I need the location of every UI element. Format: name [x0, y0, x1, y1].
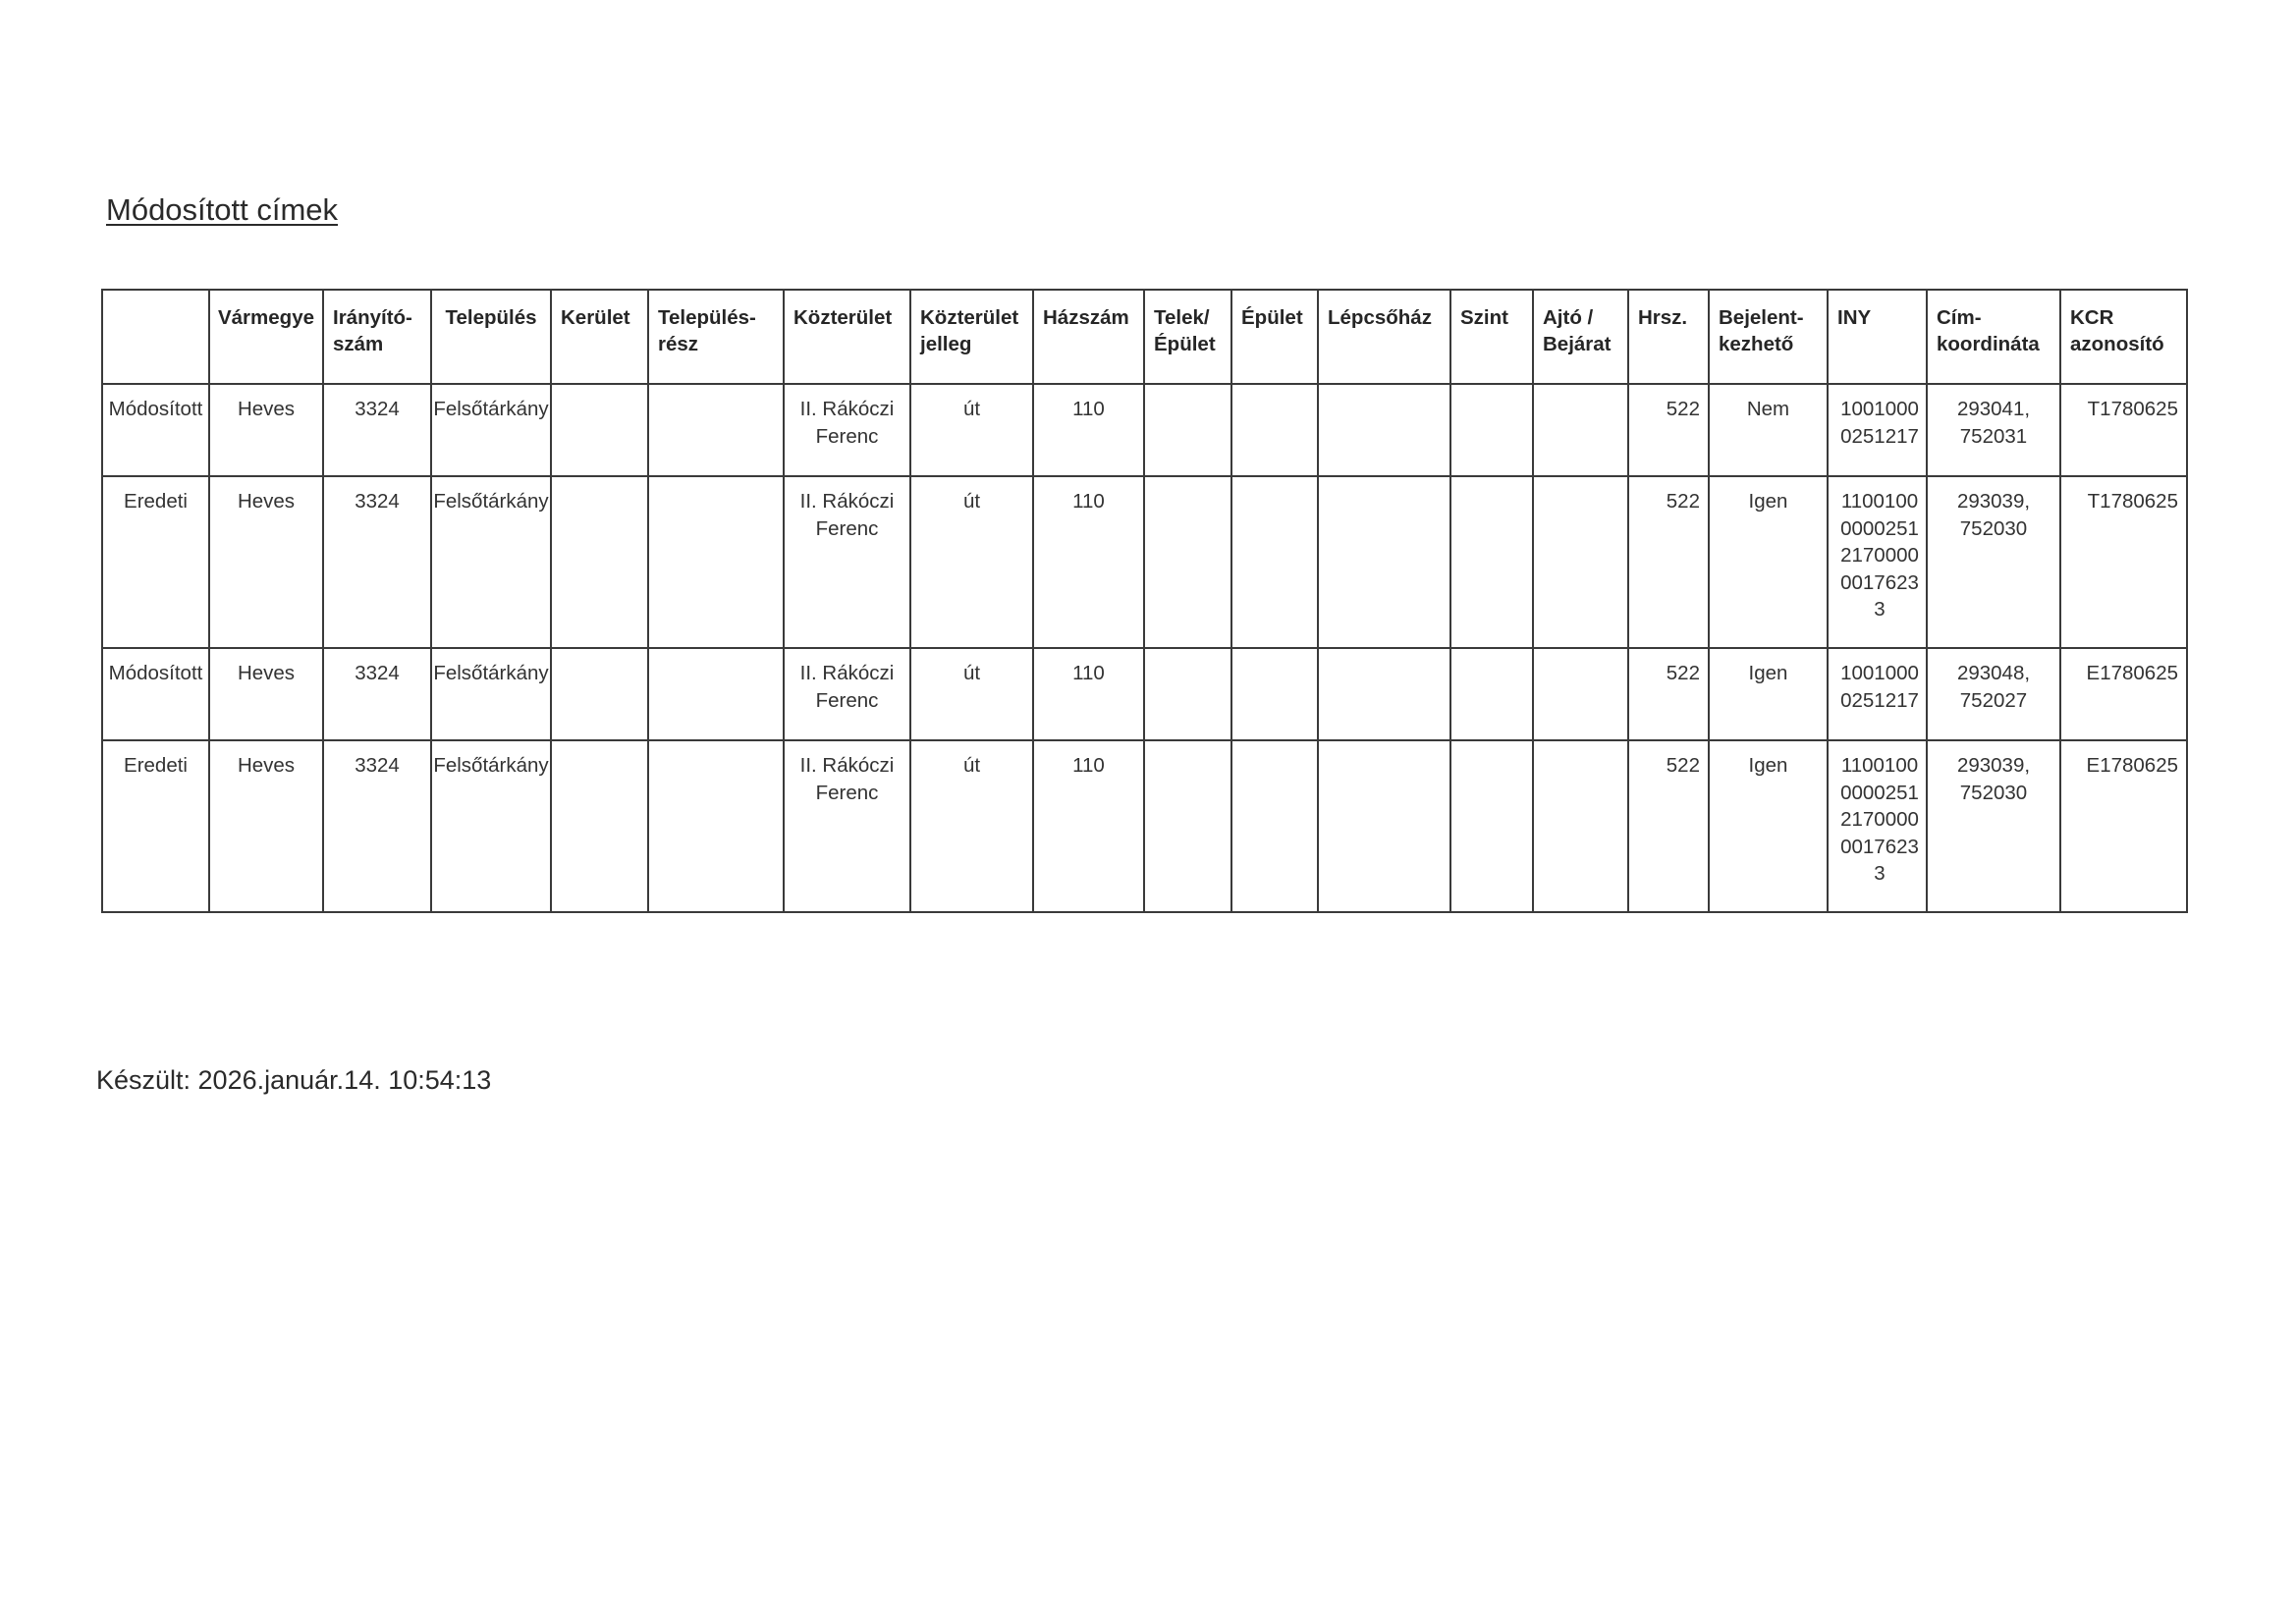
cell-bejelentkezheto: Igen: [1709, 476, 1828, 648]
header-cell: [2060, 290, 2187, 384]
table-row: [102, 740, 2187, 912]
cell-iny-line: 1100100: [1840, 754, 1919, 777]
table-body: [102, 384, 2187, 912]
cell-iranyitoszam: 3324: [323, 648, 431, 740]
cell-tipus: Módosított: [102, 384, 209, 476]
header-line: Épület: [1154, 333, 1216, 355]
table-row: [102, 476, 2187, 648]
cell-hrsz: 522: [1628, 648, 1709, 740]
header-cell: Lépcsőház: [1318, 290, 1450, 384]
cell-telepulesresz: [648, 476, 784, 648]
cell-szint: [1450, 648, 1533, 740]
cell-epulet: [1231, 476, 1318, 648]
header-cell: [102, 290, 209, 384]
header-line: Bejelent-: [1719, 306, 1804, 329]
cell-kcr: T1780625: [2060, 384, 2187, 476]
cell-telek: [1144, 740, 1231, 912]
cell-hrsz: 522: [1628, 384, 1709, 476]
header-cell: Hrsz.: [1628, 290, 1709, 384]
cell-telek: [1144, 384, 1231, 476]
header-line: Közterület: [920, 306, 1019, 329]
header-line: Telek/: [1154, 306, 1210, 329]
cell-tipus: Eredeti: [102, 740, 209, 912]
cell-koordinata-line: 752027: [1959, 688, 2028, 712]
cell-telepulesresz: [648, 648, 784, 740]
header-cell: [910, 290, 1033, 384]
table-row: [102, 648, 2187, 740]
header-cell: Épület: [1231, 290, 1318, 384]
cell-varmegye: Heves: [209, 740, 323, 912]
header-cell: [1927, 290, 2060, 384]
cell-koordinata-line: 293039,: [1956, 490, 2031, 513]
cell-koordinata-line: 752031: [1959, 424, 2028, 448]
cell-kozterulet: II. Rákóczi Ferenc: [784, 740, 910, 912]
cell-iny-line: 0000251: [1840, 516, 1919, 540]
cell-koordinata-line: 752030: [1959, 781, 2028, 804]
cell-telepulesresz: [648, 384, 784, 476]
header-cell: Kerület: [551, 290, 648, 384]
cell-iny-line: 0251217: [1840, 688, 1919, 712]
cell-iny-line: 1100100: [1840, 490, 1919, 513]
cell-lepcsohaz: [1318, 384, 1450, 476]
cell-iny-line: 2170000: [1840, 808, 1919, 831]
cell-bejelentkezheto: Igen: [1709, 740, 1828, 912]
cell-koordinata: [1927, 648, 2060, 740]
cell-kozterulet: II. Rákóczi Ferenc: [784, 476, 910, 648]
cell-iranyitoszam: 3324: [323, 476, 431, 648]
header-line: azonosító: [2070, 333, 2164, 355]
header-line: Település-: [658, 306, 756, 329]
cell-varmegye: Heves: [209, 476, 323, 648]
cell-hrsz: 522: [1628, 740, 1709, 912]
header-line: KCR: [2070, 306, 2114, 329]
cell-telek: [1144, 476, 1231, 648]
header-cell: Vármegye: [209, 290, 323, 384]
cell-bejelentkezheto: Nem: [1709, 384, 1828, 476]
cell-kerulet: [551, 648, 648, 740]
cell-telepules: Felsőtárkány: [431, 384, 551, 476]
header-cell: [1533, 290, 1628, 384]
header-line: szám: [333, 333, 384, 355]
cell-kcr: T1780625: [2060, 476, 2187, 648]
cell-telepules: Felsőtárkány: [431, 648, 551, 740]
cell-lepcsohaz: [1318, 648, 1450, 740]
header-line: rész: [658, 333, 699, 355]
cell-lepcsohaz: [1318, 476, 1450, 648]
header-line: jelleg: [920, 333, 972, 355]
cell-jelleg: út: [910, 476, 1033, 648]
cell-hrsz: 522: [1628, 476, 1709, 648]
cell-varmegye: Heves: [209, 384, 323, 476]
cell-iny-line: 3: [1874, 598, 1886, 621]
cell-kerulet: [551, 384, 648, 476]
cell-lepcsohaz: [1318, 740, 1450, 912]
cell-iny-line: 0000251: [1840, 781, 1919, 804]
cell-ajto: [1533, 476, 1628, 648]
cell-epulet: [1231, 740, 1318, 912]
cell-kcr: E1780625: [2060, 648, 2187, 740]
cell-telepules: Felsőtárkány: [431, 740, 551, 912]
cell-kerulet: [551, 476, 648, 648]
cell-szint: [1450, 384, 1533, 476]
cell-iny: [1828, 740, 1927, 912]
cell-szint: [1450, 740, 1533, 912]
cell-iny-line: 1001000: [1840, 398, 1919, 420]
cell-koordinata-line: 293039,: [1956, 754, 2031, 777]
document-title: Módosított címek: [106, 192, 339, 227]
cell-iny: [1828, 648, 1927, 740]
cell-bejelentkezheto: Igen: [1709, 648, 1828, 740]
cell-iny-line: 0017623: [1840, 570, 1919, 594]
cell-iny-line: 0017623: [1840, 835, 1919, 858]
cell-jelleg: út: [910, 384, 1033, 476]
header-cell: Szint: [1450, 290, 1533, 384]
cell-kozterulet: II. Rákóczi Ferenc: [784, 648, 910, 740]
address-table: [101, 289, 2188, 913]
cell-ajto: [1533, 384, 1628, 476]
cell-iny-line: 3: [1874, 862, 1886, 885]
cell-iny-line: 2170000: [1840, 544, 1919, 567]
cell-jelleg: út: [910, 648, 1033, 740]
header-line: Cím-: [1937, 306, 1982, 329]
cell-hazszam: 110: [1033, 648, 1144, 740]
header-cell: [1144, 290, 1231, 384]
cell-hazszam: 110: [1033, 740, 1144, 912]
cell-iny: [1828, 384, 1927, 476]
cell-epulet: [1231, 648, 1318, 740]
table-row: [102, 384, 2187, 476]
header-cell: Közterület: [784, 290, 910, 384]
cell-epulet: [1231, 384, 1318, 476]
cell-koordinata: [1927, 476, 2060, 648]
cell-koordinata-line: 293048,: [1956, 662, 2031, 684]
cell-kerulet: [551, 740, 648, 912]
header-cell: [1709, 290, 1828, 384]
header-cell: INY: [1828, 290, 1927, 384]
cell-iny: [1828, 476, 1927, 648]
header-cell: [648, 290, 784, 384]
cell-iny-line: 0251217: [1840, 424, 1919, 448]
cell-koordinata-line: 752030: [1959, 516, 2028, 540]
cell-koordinata: [1927, 384, 2060, 476]
cell-hazszam: 110: [1033, 384, 1144, 476]
header-cell: Házszám: [1033, 290, 1144, 384]
header-cell: [323, 290, 431, 384]
cell-telepules: Felsőtárkány: [431, 476, 551, 648]
cell-varmegye: Heves: [209, 648, 323, 740]
generated-timestamp: Készült: 2026.január.14. 10:54:13: [96, 1065, 492, 1095]
cell-koordinata-line: 293041,: [1956, 398, 2031, 420]
cell-kozterulet: II. Rákóczi Ferenc: [784, 384, 910, 476]
cell-iny-line: 1001000: [1840, 662, 1919, 684]
header-line: kezhető: [1719, 333, 1794, 355]
table-header-row: [102, 290, 2187, 384]
cell-koordinata: [1927, 740, 2060, 912]
cell-tipus: Eredeti: [102, 476, 209, 648]
cell-iranyitoszam: 3324: [323, 384, 431, 476]
cell-telepulesresz: [648, 740, 784, 912]
cell-ajto: [1533, 740, 1628, 912]
cell-kcr: E1780625: [2060, 740, 2187, 912]
header-line: Irányító-: [333, 306, 412, 329]
cell-hazszam: 110: [1033, 476, 1144, 648]
header-line: Bejárat: [1543, 333, 1612, 355]
cell-telek: [1144, 648, 1231, 740]
cell-ajto: [1533, 648, 1628, 740]
cell-jelleg: út: [910, 740, 1033, 912]
cell-tipus: Módosított: [102, 648, 209, 740]
cell-iranyitoszam: 3324: [323, 740, 431, 912]
header-line: Ajtó /: [1543, 306, 1594, 329]
header-cell: Település: [431, 290, 551, 384]
header-line: koordináta: [1937, 333, 2040, 355]
cell-szint: [1450, 476, 1533, 648]
